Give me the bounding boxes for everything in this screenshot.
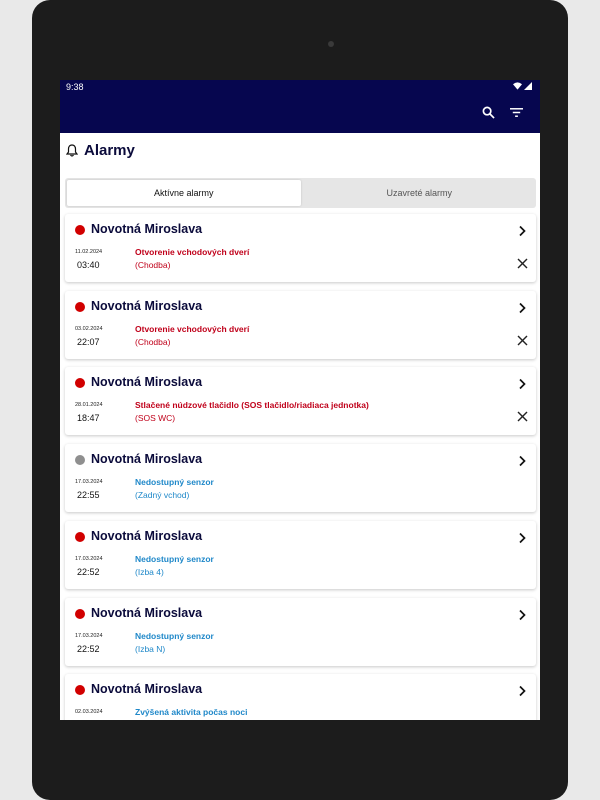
alarm-card[interactable] [65, 367, 536, 435]
alarm-card[interactable] [65, 598, 536, 666]
resident-name: Novotná Miroslava [91, 375, 203, 390]
chevron-right-icon[interactable] [516, 609, 528, 621]
status-dot [75, 609, 85, 619]
resident-name: Novotná Miroslava [91, 298, 203, 313]
status-dot [75, 532, 85, 542]
bell-icon [66, 144, 78, 157]
status-dot [75, 455, 85, 465]
alarm-location: (Zadný vchod) [135, 490, 190, 501]
status-time: 9:38 [66, 82, 84, 92]
alarm-card[interactable] [65, 674, 536, 720]
alarm-location: (Izba N) [135, 643, 166, 654]
alarm-type: Otvorenie vchodových dverí [135, 247, 250, 257]
wifi-icon [513, 82, 522, 90]
alarm-time: 18:47 [77, 413, 100, 424]
alarm-time: 22:52 [77, 643, 100, 654]
alarm-card[interactable] [65, 214, 536, 282]
chevron-right-icon[interactable] [516, 378, 528, 390]
alarm-time: 22:52 [77, 566, 100, 577]
camera-icon [328, 41, 334, 47]
alarm-date: 28.01.2024 [75, 402, 103, 409]
alarm-type: Nedostupný senzor [135, 477, 214, 488]
page-header [66, 142, 135, 159]
alarm-card[interactable] [65, 444, 536, 512]
alarm-location: (SOS WC) [135, 413, 176, 424]
chevron-right-icon[interactable] [516, 302, 528, 314]
alarm-time: 22:07 [77, 336, 100, 347]
close-icon[interactable] [517, 335, 528, 346]
alarm-type: Otvorenie vchodových dverí [135, 323, 250, 334]
alarm-location: (Chodba) [135, 260, 171, 270]
resident-name: Novotná Miroslava [91, 528, 203, 543]
page-title: Alarmy [84, 142, 135, 159]
tab-closed-alarms[interactable]: Uzavreté alarmy [386, 188, 453, 198]
tab-active-alarms[interactable]: Aktívne alarmy [67, 180, 301, 206]
chevron-right-icon[interactable] [516, 225, 528, 237]
alarm-date: 03.02.2024 [75, 325, 103, 332]
alarm-date: 17.03.2024 [75, 555, 103, 562]
resident-name: Novotná Miroslava [91, 682, 203, 697]
alarm-tabs [65, 178, 536, 208]
alarm-location: (Chodba) [135, 336, 171, 347]
alarm-card[interactable] [65, 291, 536, 359]
alarm-date: 02.03.2024 [75, 709, 103, 716]
alarm-date: 17.03.2024 [75, 632, 103, 639]
alarm-type: Zvýšená aktivita počas noci [135, 707, 248, 718]
search-icon [482, 106, 495, 119]
resident-name: Novotná Miroslava [91, 222, 203, 236]
resident-name: Novotná Miroslava [91, 452, 203, 467]
filter-icon [510, 107, 523, 118]
status-icons [513, 82, 532, 90]
close-icon[interactable] [517, 411, 528, 422]
chevron-right-icon[interactable] [516, 532, 528, 544]
resident-name: Novotná Miroslava [91, 605, 203, 620]
alarm-date: 17.03.2024 [75, 479, 103, 486]
close-icon[interactable] [517, 258, 528, 269]
status-dot [75, 378, 85, 388]
alarm-time: 22:55 [77, 490, 100, 501]
alarm-location: (Izba 4) [135, 566, 164, 577]
signal-icon [524, 82, 532, 90]
alarm-type: Nedostupný senzor [135, 553, 214, 564]
alarm-date: 11.02.2024 [75, 249, 103, 255]
status-dot [75, 302, 85, 312]
alarm-time: 03:40 [77, 260, 100, 270]
alarm-type: Nedostupný senzor [135, 630, 214, 641]
app-bar [60, 80, 540, 133]
status-dot [75, 685, 85, 695]
chevron-right-icon[interactable] [516, 685, 528, 697]
alarm-card[interactable] [65, 521, 536, 589]
status-dot [75, 225, 85, 235]
alarm-type: Stlačené núdzové tlačidlo (SOS tlačidlo/riadiaca jednotka) [135, 400, 369, 411]
filter-button[interactable] [508, 104, 524, 120]
chevron-right-icon[interactable] [516, 455, 528, 467]
app-screen [60, 80, 540, 720]
search-button[interactable] [480, 104, 496, 120]
